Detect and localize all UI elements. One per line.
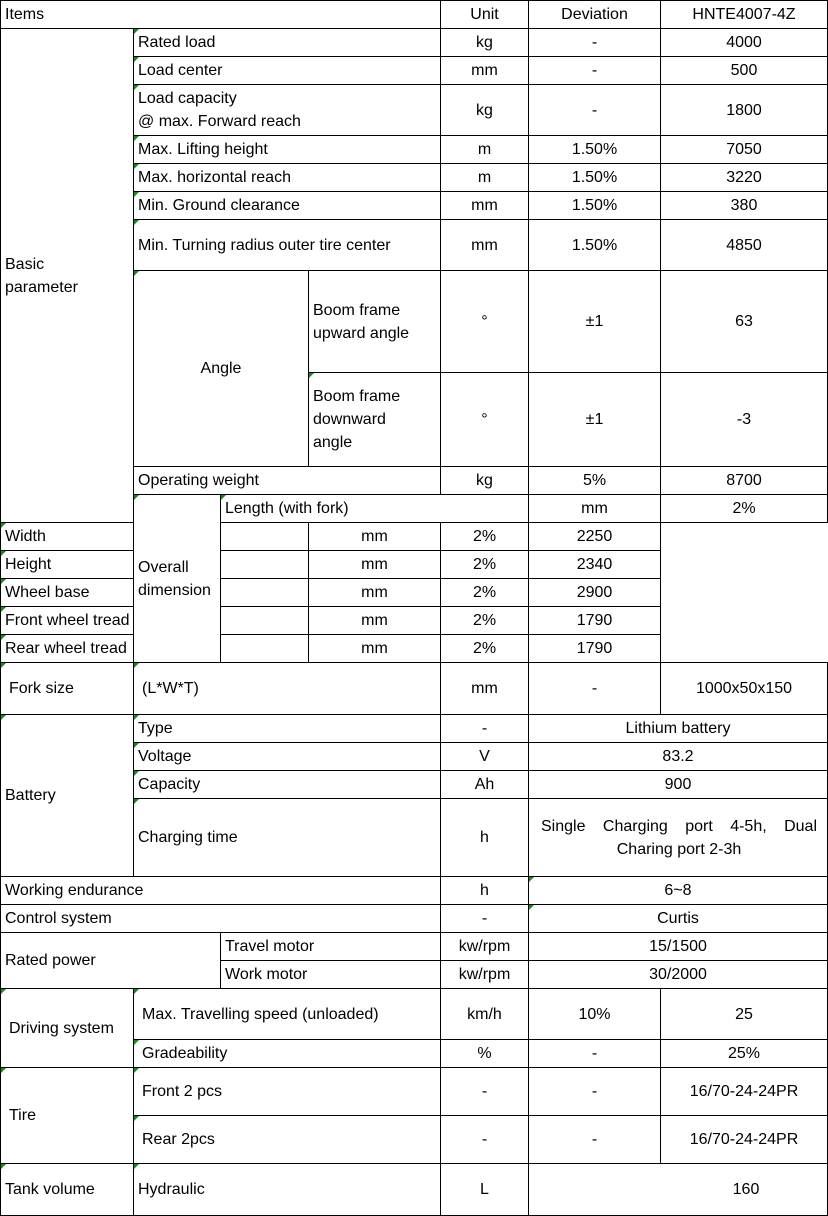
row-deviation: - bbox=[529, 85, 661, 136]
row-value: 8700 bbox=[661, 467, 828, 495]
row-label: Front wheel tread bbox=[1, 607, 309, 635]
row-label: Rear wheel tread bbox=[1, 635, 309, 663]
row-unit: mm bbox=[441, 663, 529, 715]
row-unit: mm bbox=[309, 551, 441, 579]
row-deviation: 1.50% bbox=[529, 192, 661, 220]
row-value: 380 bbox=[661, 192, 828, 220]
row-value: 6~8 bbox=[529, 877, 828, 905]
row-value: Single Charging port 4-5h, Dual Charing port 2-3h bbox=[529, 799, 828, 877]
row-label: Type bbox=[134, 715, 441, 743]
row-value: Curtis bbox=[529, 905, 828, 933]
table-row bbox=[1, 905, 828, 933]
row-unit: kg bbox=[441, 467, 529, 495]
table-row bbox=[1, 663, 828, 715]
row-label: Load capacity @ max. Forward reach bbox=[134, 85, 441, 136]
row-label: Max. horizontal reach bbox=[134, 164, 441, 192]
row-value: 30/2000 bbox=[529, 961, 828, 989]
row-unit: % bbox=[441, 1040, 529, 1068]
row-unit: mm bbox=[309, 635, 441, 663]
row-unit: km/h bbox=[441, 989, 529, 1040]
row-unit: mm bbox=[309, 579, 441, 607]
row-label: Capacity bbox=[134, 771, 441, 799]
header-deviation: Deviation bbox=[529, 1, 661, 29]
row-value: 500 bbox=[661, 57, 828, 85]
row-unit: ° bbox=[441, 271, 529, 373]
row-deviation: 10% bbox=[529, 989, 661, 1040]
row-value: 900 bbox=[529, 771, 828, 799]
row-deviation: 2% bbox=[441, 551, 529, 579]
row-unit: - bbox=[441, 715, 529, 743]
row-label: Work motor bbox=[221, 961, 441, 989]
table-row bbox=[1, 933, 828, 961]
row-unit: mm bbox=[441, 192, 529, 220]
header-model: HNTE4007-4Z bbox=[661, 1, 828, 29]
group-tire: Tire bbox=[1, 1068, 134, 1164]
row-label: Front 2 pcs bbox=[134, 1068, 441, 1116]
row-value: 2900 bbox=[529, 579, 661, 607]
row-unit: - bbox=[441, 905, 529, 933]
row-value: 63 bbox=[661, 271, 828, 373]
row-unit: kg bbox=[441, 85, 529, 136]
row-value: 1790 bbox=[529, 607, 661, 635]
row-unit: m bbox=[441, 164, 529, 192]
row-label: Load center bbox=[134, 57, 441, 85]
row-label: Length (with fork) bbox=[221, 495, 529, 523]
row-deviation: - bbox=[529, 1068, 661, 1116]
row-unit: kw/rpm bbox=[441, 961, 529, 989]
row-value: 4000 bbox=[661, 29, 828, 57]
row-label: (L*W*T) bbox=[134, 663, 441, 715]
row-label: Control system bbox=[1, 905, 441, 933]
row-deviation: ±1 bbox=[529, 271, 661, 373]
row-label: Rated load bbox=[134, 29, 441, 57]
row-label: Travel motor bbox=[221, 933, 441, 961]
row-value: 16/70-24-24PR bbox=[661, 1116, 828, 1164]
row-unit: Ah bbox=[441, 771, 529, 799]
header-items: Items bbox=[1, 1, 441, 29]
row-value: 25% bbox=[661, 1040, 828, 1068]
row-label: Boom frame downward angle bbox=[309, 373, 441, 467]
row-deviation: 1.50% bbox=[529, 164, 661, 192]
row-deviation: - bbox=[529, 663, 661, 715]
row-deviation: - bbox=[529, 1116, 661, 1164]
row-deviation: 2% bbox=[441, 523, 529, 551]
table-row bbox=[1, 635, 828, 663]
table-row bbox=[1, 877, 828, 905]
row-deviation: 1.50% bbox=[529, 220, 661, 271]
row-value: 2340 bbox=[529, 551, 661, 579]
row-unit: mm bbox=[441, 220, 529, 271]
row-unit: kg bbox=[441, 29, 529, 57]
row-deviation: ±1 bbox=[529, 373, 661, 467]
row-deviation: - bbox=[529, 57, 661, 85]
group-fork-size: Fork size bbox=[1, 663, 134, 715]
row-label: Min. Turning radius outer tire center bbox=[134, 220, 441, 271]
header-unit: Unit bbox=[441, 1, 529, 29]
row-label: Boom frame upward angle bbox=[309, 271, 441, 373]
row-deviation: - bbox=[529, 29, 661, 57]
row-value: 2250 bbox=[529, 523, 661, 551]
row-value: 25 bbox=[661, 989, 828, 1040]
row-unit: V bbox=[441, 743, 529, 771]
row-value: 4850 bbox=[661, 220, 828, 271]
row-label: Charging time bbox=[134, 799, 441, 877]
group-driving-system: Driving system bbox=[1, 989, 134, 1068]
row-value: Lithium battery bbox=[529, 715, 828, 743]
row-label: Voltage bbox=[134, 743, 441, 771]
row-label: Rear 2pcs bbox=[134, 1116, 441, 1164]
row-label: Wheel base bbox=[1, 579, 309, 607]
group-overall-dimension: Overall dimension bbox=[134, 495, 221, 663]
angle-group-label: Angle bbox=[134, 271, 309, 467]
table-row bbox=[1, 1164, 828, 1216]
row-label: Height bbox=[1, 551, 309, 579]
row-label: Max. Lifting height bbox=[134, 136, 441, 164]
row-unit: mm bbox=[529, 495, 661, 523]
row-unit: mm bbox=[309, 607, 441, 635]
row-deviation: 2% bbox=[661, 495, 828, 523]
row-deviation: - bbox=[529, 1040, 661, 1068]
row-value: 1000x50x150 bbox=[661, 663, 828, 715]
row-value: 7050 bbox=[661, 136, 828, 164]
row-value: 15/1500 bbox=[529, 933, 828, 961]
table-row bbox=[1, 29, 828, 57]
row-value: 3220 bbox=[661, 164, 828, 192]
group-rated-power: Rated power bbox=[1, 933, 221, 989]
group-basic-parameter: Basic parameter bbox=[1, 29, 134, 523]
row-value: 1790 bbox=[529, 635, 661, 663]
row-label: Operating weight bbox=[134, 467, 441, 495]
row-unit: mm bbox=[309, 523, 441, 551]
row-deviation: 2% bbox=[441, 635, 529, 663]
table-row bbox=[1, 607, 828, 635]
table-row bbox=[1, 1068, 828, 1116]
row-unit: ° bbox=[441, 373, 529, 467]
row-deviation: 5% bbox=[529, 467, 661, 495]
row-deviation: 2% bbox=[441, 607, 529, 635]
row-value: 160 bbox=[529, 1164, 828, 1216]
row-unit: L bbox=[441, 1164, 529, 1216]
group-tank-volume: Tank volume bbox=[1, 1164, 134, 1216]
row-deviation: 2% bbox=[441, 579, 529, 607]
row-value: 83.2 bbox=[529, 743, 828, 771]
row-label: Width bbox=[1, 523, 309, 551]
row-label: Hydraulic bbox=[134, 1164, 441, 1216]
row-unit: m bbox=[441, 136, 529, 164]
row-unit: h bbox=[441, 799, 529, 877]
table-row bbox=[1, 551, 828, 579]
row-value: 16/70-24-24PR bbox=[661, 1068, 828, 1116]
row-label: Gradeability bbox=[134, 1040, 441, 1068]
row-value: -3 bbox=[661, 373, 828, 467]
row-deviation: 1.50% bbox=[529, 136, 661, 164]
group-battery: Battery bbox=[1, 715, 134, 877]
row-unit: - bbox=[441, 1116, 529, 1164]
row-unit: kw/rpm bbox=[441, 933, 529, 961]
table-row bbox=[1, 579, 828, 607]
row-value: 1800 bbox=[661, 85, 828, 136]
row-label: Max. Travelling speed (unloaded) bbox=[134, 989, 441, 1040]
table-row bbox=[1, 715, 828, 743]
row-unit: - bbox=[441, 1068, 529, 1116]
table-row bbox=[1, 989, 828, 1040]
row-unit: h bbox=[441, 877, 529, 905]
header-row bbox=[1, 1, 828, 29]
row-unit: mm bbox=[441, 57, 529, 85]
table-row bbox=[1, 523, 828, 551]
row-label: Min. Ground clearance bbox=[134, 192, 441, 220]
row-label: Working endurance bbox=[1, 877, 441, 905]
